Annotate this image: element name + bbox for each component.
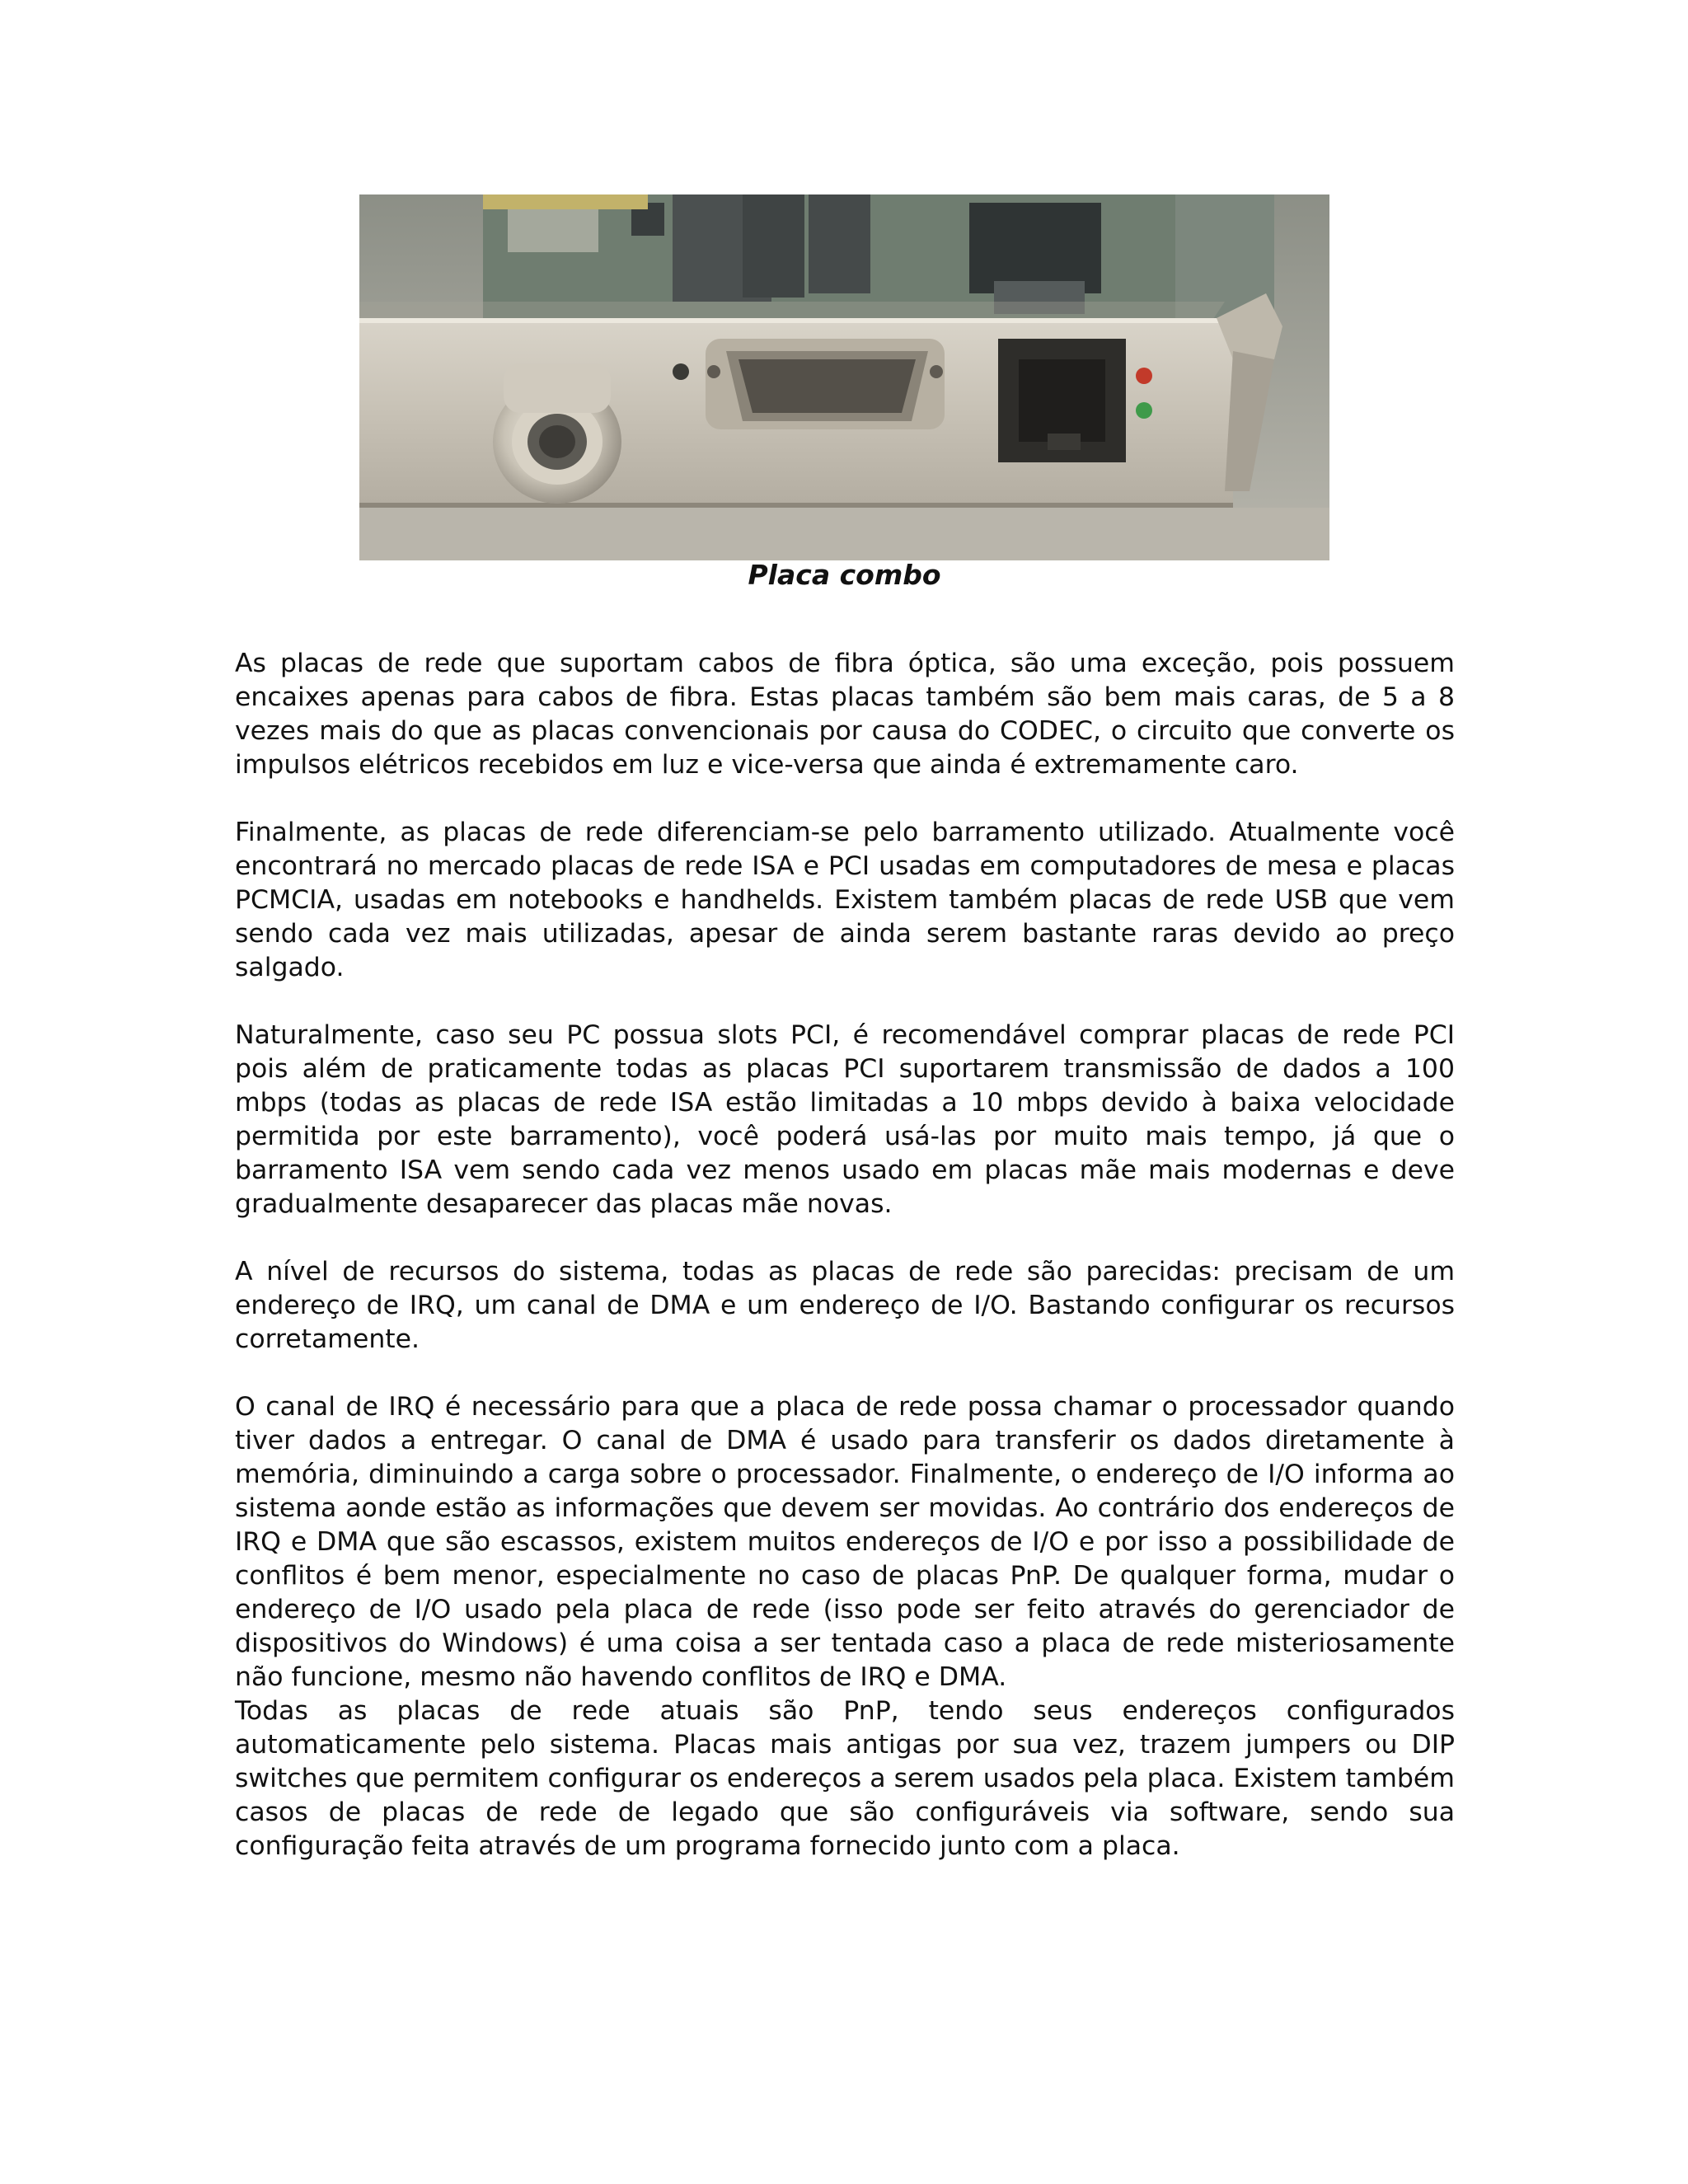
paragraph-system-resources: A nível de recursos do sistema, todas as placas de rede são parecidas: precisam de um endereço de IRQ, um canal de DMA e um endereço de I/O. Bastando configurar os recursos corretamente. <box>235 1257 1455 1354</box>
body-text <box>235 647 1455 1897</box>
paragraph-irq-dma-io: O canal de IRQ é necessário para que a placa de rede possa chamar o processador quando tiver dados a entregar. O canal de DMA é usado para transferir os dados diretamente à memória, diminuindo a carga sobre o processador. Finalmente, o endereço de I/O informa ao sistema aonde estão as informações que devem ser movidas. Ao contrário dos endereços de IRQ e DMA que são escassos, existem muitos endereços de I/O e por isso a possibilidade de conflitos é bem menor, especialmente no caso de placas PnP. De qualquer forma, mudar o endereço de I/O usado pela placa de rede (isso pode ser feito através do gerenciador de dispositivos do Windows) é uma coisa a ser tentada caso a placa de rede misteriosamente não funcione, mesmo não havendo conflitos de IRQ e DMA. <box>235 1392 1455 1692</box>
paragraph-pnp-configuration: Todas as placas de rede atuais são PnP, tendo seus endereços configurados automaticamente pelo sistema. Placas mais antigas por sua vez, trazem jumpers ou DIP switches que permitem configurar os endereços a serem usados pela placa. Existem também casos de placas de rede de legado que são configuráveis via software, sendo sua configuração feita através de um programa fornecido junto com a placa. <box>235 1696 1455 1861</box>
paragraph-bus-types: Finalmente, as placas de rede diferenciam-se pelo barramento utilizado. Atualmente você encontrará no mercado placas de rede ISA e PCI usadas em computadores de mesa e placas PCMCIA, usadas em notebooks e handhelds. Existem também placas de rede USB que vem sendo cada vez mais utilizadas, apesar de ainda serem bastante raras devido ao preço salgado. <box>235 818 1455 982</box>
figure-caption: Placa combo <box>748 559 941 591</box>
paragraph-pci-recommendation: Naturalmente, caso seu PC possua slots PCI, é recomendável comprar placas de rede PCI pois além de praticamente todas as placas PCI suportarem transmissão de dados a 100 mbps (todas as placas de rede ISA estão limitadas a 10 mbps devido à baixa velocidade permitida por este barramento), você poderá usá-las por muito mais tempo, já que o barramento ISA vem sendo cada vez menos usado em placas mãe mais modernas e deve gradualmente desaparecer das placas mãe novas. <box>235 1020 1455 1219</box>
paragraph-fiber-optic: As placas de rede que suportam cabos de fibra óptica, são uma exceção, pois possuem encaixes apenas para cabos de fibra. Estas placas também são bem mais caras, de 5 a 8 vezes mais do que as placas convencionais por causa do CODEC, o circuito que converte os impulsos elétricos recebidos em luz e vice-versa que ainda é extremamente caro. <box>235 649 1455 780</box>
network-card-photo <box>359 194 1329 560</box>
